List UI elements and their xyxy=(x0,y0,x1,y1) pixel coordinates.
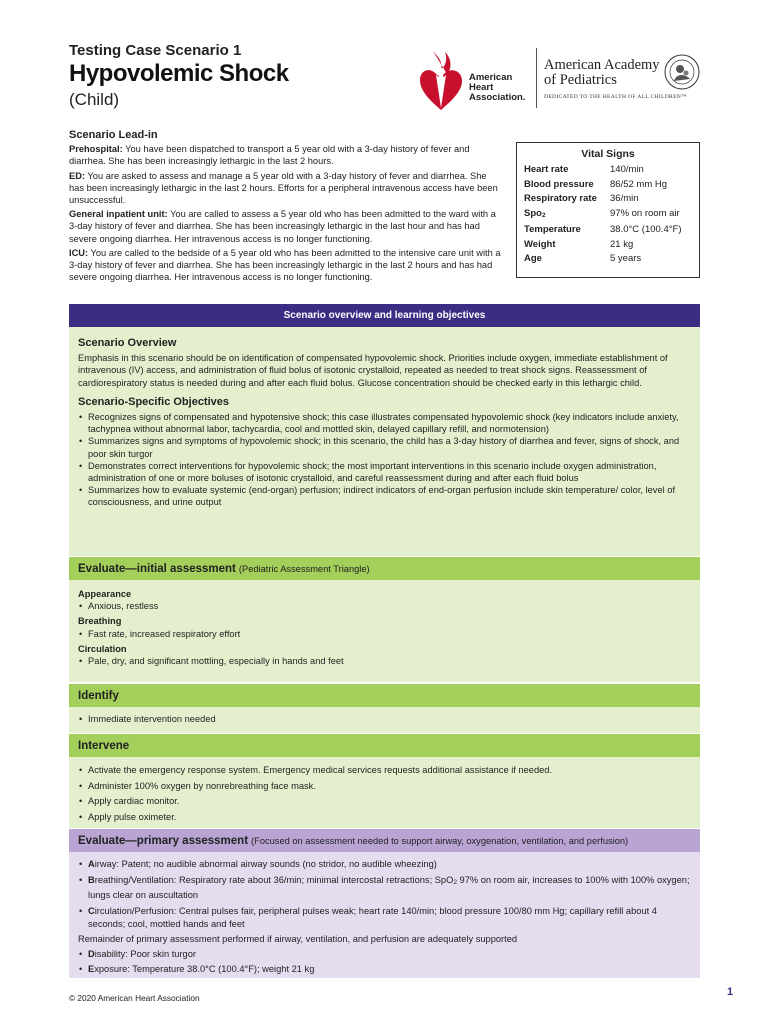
overview-panel xyxy=(69,327,700,556)
breathing-heading: Breathing xyxy=(78,616,122,627)
leadin-icu: ICU: You are called to the bedside of a 5 year old who has been admitted to the intensive care unit with a 3-day history of fever and diarrhea. She has been increasingly lethargic in the last 2 hours and has had severe ongoing diarrhea. Her intravenous access is no longer functioning. xyxy=(69,247,501,283)
list-item: • Immediate intervention needed xyxy=(78,713,692,725)
list-item: • Activate the emergency response system. Emergency medical services requests additional assistance if needed. xyxy=(78,763,692,779)
scenario-subtitle: Testing Case Scenario 1 xyxy=(69,42,242,59)
circulation-heading: Circulation xyxy=(78,643,127,654)
leadin-heading: Scenario Lead-in xyxy=(69,129,158,141)
list-item: • Apply pulse oximeter. xyxy=(78,810,692,826)
vital-row: Weight 21 kg xyxy=(524,238,634,250)
primary-remainder-note: Remainder of primary assessment performed if airway, ventilation, and perfusion are adequately supported xyxy=(78,934,518,944)
list-item: • Exposure: Temperature 38.0°C (100.4°F); weight 21 kg xyxy=(78,962,692,977)
heart-torch-icon xyxy=(417,48,467,112)
list-item: • Demonstrates correct interventions for hypovolemic shock; the most important interventions in this scenario include oxygen administration, administration of one or more boluses of isotonic crystalloid, and careful reassessment during and after each fluid bolus xyxy=(78,460,692,484)
list-item: • Summarizes how to evaluate systemic (end-organ) perfusion; indirect indicators of end-organ perfusion include skin temperature/ color, level of consciousness, and urine output xyxy=(78,484,692,508)
vital-row: Heart rate 140/min xyxy=(524,164,644,175)
evaluate-primary-header: Evaluate—primary assessment (Focused on assessment needed to support airway, oxygenation, ventilation, and perfusion) xyxy=(69,829,700,852)
aha-name-line2: Heart xyxy=(469,82,494,93)
evaluate-initial-header: Evaluate—initial assessment (Pediatric Assessment Triangle) xyxy=(69,557,700,580)
logo-divider xyxy=(536,48,537,108)
intervene-header: Intervene xyxy=(69,734,700,757)
objectives-list xyxy=(78,411,692,509)
page-title: Hypovolemic Shock xyxy=(69,60,289,87)
list-item: • Breathing/Ventilation: Respiratory rate about 36/min; minimal intercostal retractions; SpO$_2$ 97% on room air, increases to 100% with 100% oxygen; lungs clear on auscultation xyxy=(78,874,692,902)
vital-row: Age 5 years xyxy=(524,253,642,264)
aap-name-line1: American Academy xyxy=(544,57,660,73)
objectives-heading: Scenario-Specific Objectives xyxy=(78,395,230,408)
vital-signs-title: Vital Signs xyxy=(581,148,635,160)
aha-name-line3: Association. xyxy=(469,92,526,103)
intervene-panel xyxy=(69,757,700,828)
page-number: 1 xyxy=(727,986,734,998)
evaluate-initial-panel xyxy=(69,580,700,682)
list-item: • Summarizes signs and symptoms of hypovolemic shock; in this scenario, the child has a 3-day history of diarrhea and fever, signs of shock, and poor skin turgor xyxy=(78,435,692,459)
copyright: © 2020 American Heart Association xyxy=(69,993,200,1003)
overview-heading: Scenario Overview xyxy=(78,337,177,349)
aha-logo xyxy=(417,48,532,112)
list-item: • Pale, dry, and significant mottling, especially in hands and feet xyxy=(78,655,692,667)
aha-name-line1: American xyxy=(469,72,513,83)
vital-row: Spo$_2$ 97% on room air xyxy=(524,207,680,219)
list-item: • Administer 100% oxygen by nonrebreathing face mask. xyxy=(78,779,692,795)
overview-text: Emphasis in this scenario should be on identification of compensated hypovolemic shock. Priorities include oxygen, immediate establishment of intravenous (IV) access, and administration of fluid bolus of isotonic crystalloid, repeated as needed to treat shock signs. Reassessment of cardiorespiratory status is needed during and after each fluid bolus. Glucose concentration should be checked early in this lethargic child. xyxy=(78,353,668,388)
identify-panel xyxy=(69,707,700,733)
aap-name-line2: of Pediatrics xyxy=(544,72,617,88)
list-item: • Disability: Poor skin turgor xyxy=(78,947,692,962)
identify-header: Identify xyxy=(69,684,700,707)
leadin-prehospital: Prehospital: You have been dispatched to transport a 5 year old with a 3-day history of fever and diarrhea. She has been increasingly lethargic in the last 2 hours. xyxy=(69,144,470,167)
list-item: • Fast rate, increased respiratory effort xyxy=(78,628,692,640)
aap-tagline: DEDICATED TO THE HEALTH OF ALL CHILDREN™ xyxy=(544,94,687,100)
vital-signs-box xyxy=(516,142,700,278)
list-item: • Circulation/Perfusion: Central pulses fair, peripheral pulses weak; heart rate 140/min; blood pressure 100/80 mm Hg; capillary refill about 4 seconds; cool, mottled hands and feet xyxy=(78,905,692,931)
leadin-ed: ED: You are asked to assess and manage a 5 year old with a 3-day history of fever and diarrhea. She has been increasingly lethargic in the last 2 hours. Efforts for a peripheral intravenous access have been unsuccessful. xyxy=(69,170,498,206)
overview-section-bar: Scenario overview and learning objectives xyxy=(69,304,700,327)
leadin-inpatient: General inpatient unit: You are called to assess a 5 year old who has been admitted to the ward with a 3-day history of fever and diarrhea. She has been increasingly lethargic in the last hour and has had severe ongoing diarrhea. Her intravenous access is no longer functioning. xyxy=(69,209,496,244)
aap-seal-icon xyxy=(664,54,700,90)
list-item: • Recognizes signs of compensated and hypotensive shock; this case illustrates compensated hypovolemic shock (key indicators include anxiety, tachypnea without abnormal labor, tachycardia, cool and mottled skin, delayed capillary refill, and normotension) xyxy=(78,411,692,435)
appearance-heading: Appearance xyxy=(78,589,132,599)
list-item: • Apply cardiac monitor. xyxy=(78,794,692,810)
list-item: • Airway: Patent; no audible abnormal airway sounds (no stridor, no audible wheezing) xyxy=(78,858,692,871)
population-label: (Child) xyxy=(69,90,120,109)
list-item: • Anxious, restless xyxy=(78,600,692,612)
vital-row: Blood pressure 86/52 mm Hg xyxy=(524,178,668,190)
vital-row: Respiratory rate 36/min xyxy=(524,193,639,204)
evaluate-primary-panel xyxy=(69,852,700,978)
vital-row: Temperature 38.0°C (100.4°F) xyxy=(524,224,682,235)
scenario-leadin xyxy=(69,129,501,285)
